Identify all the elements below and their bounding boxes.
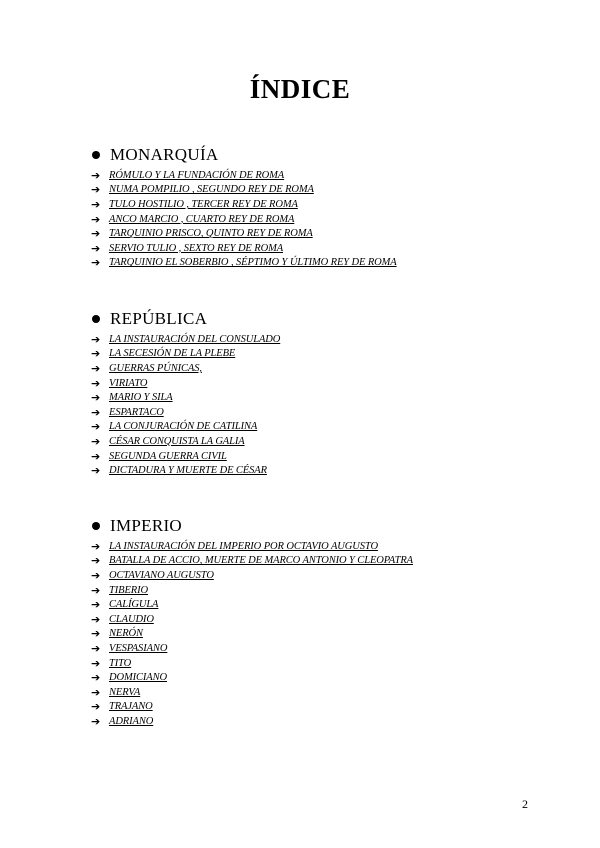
toc-item	[90, 212, 570, 227]
toc-link[interactable]: MARIO Y SILA	[109, 392, 173, 404]
toc-item	[90, 226, 570, 241]
toc-item	[90, 714, 570, 729]
arrow-right-icon: ➔	[91, 212, 101, 226]
toc-item	[90, 627, 570, 642]
arrow-right-icon: ➔	[91, 332, 101, 346]
section-title: IMPERIO	[110, 516, 182, 535]
bullet-icon	[92, 315, 100, 323]
arrow-right-icon: ➔	[91, 420, 101, 434]
arrow-right-icon: ➔	[91, 612, 101, 626]
section-header	[90, 516, 570, 536]
section-republica	[90, 309, 570, 478]
arrow-right-icon: ➔	[91, 434, 101, 448]
toc-item	[90, 361, 570, 376]
section-imperio	[90, 516, 570, 729]
toc-link[interactable]: TITO	[109, 657, 132, 669]
toc-list	[90, 539, 570, 729]
toc-item	[90, 168, 570, 183]
toc-link[interactable]: NERÓN	[109, 628, 143, 640]
section-monarquia	[90, 145, 570, 270]
toc-item	[90, 256, 570, 271]
toc-link[interactable]: CALÍGULA	[109, 599, 159, 611]
toc-link[interactable]: VESPASIANO	[109, 642, 168, 654]
arrow-right-icon: ➔	[91, 714, 101, 728]
section-title: REPÚBLICA	[110, 309, 208, 328]
toc-link[interactable]: CÉSAR CONQUISTA LA GALIA	[109, 435, 245, 447]
arrow-right-icon: ➔	[91, 671, 101, 685]
arrow-right-icon: ➔	[91, 641, 101, 655]
arrow-right-icon: ➔	[91, 227, 101, 241]
arrow-right-icon: ➔	[91, 405, 101, 419]
toc-item	[90, 568, 570, 583]
toc-link[interactable]: DICTADURA Y MUERTE DE CÉSAR	[109, 465, 267, 477]
toc-item	[90, 583, 570, 598]
toc-item	[90, 376, 570, 391]
toc-link[interactable]: TULO HOSTILIO , TERCER REY DE ROMA	[109, 198, 298, 210]
arrow-right-icon: ➔	[91, 183, 101, 197]
arrow-right-icon: ➔	[91, 197, 101, 211]
toc-link[interactable]: ADRIANO	[109, 715, 154, 727]
toc-item	[90, 332, 570, 347]
toc-link[interactable]: LA INSTAURACIÓN DEL CONSULADO	[109, 333, 281, 345]
arrow-right-icon: ➔	[91, 656, 101, 670]
arrow-right-icon: ➔	[91, 568, 101, 582]
toc-link[interactable]: TARQUINIO PRISCO, QUINTO REY DE ROMA	[109, 228, 313, 240]
arrow-right-icon: ➔	[91, 539, 101, 553]
toc-list	[90, 168, 570, 270]
bullet-icon	[92, 151, 100, 159]
toc-item	[90, 405, 570, 420]
arrow-right-icon: ➔	[91, 241, 101, 255]
toc-item	[90, 670, 570, 685]
toc-item	[90, 347, 570, 362]
toc-item	[90, 612, 570, 627]
arrow-right-icon: ➔	[91, 361, 101, 375]
toc-item	[90, 197, 570, 212]
toc-link[interactable]: OCTAVIANO AUGUSTO	[109, 569, 214, 581]
arrow-right-icon: ➔	[91, 598, 101, 612]
toc-link[interactable]: LA SECESIÓN DE LA PLEBE	[109, 348, 236, 360]
toc-item	[90, 449, 570, 464]
arrow-right-icon: ➔	[91, 554, 101, 568]
toc-link[interactable]: NERVA	[109, 686, 141, 698]
arrow-right-icon: ➔	[91, 464, 101, 478]
section-header	[90, 145, 570, 165]
bullet-icon	[92, 522, 100, 530]
arrow-right-icon: ➔	[91, 256, 101, 270]
toc-item	[90, 183, 570, 198]
toc-item	[90, 241, 570, 256]
toc-link[interactable]: SEGUNDA GUERRA CIVIL	[109, 450, 227, 462]
toc-link[interactable]: BATALLA DE ACCIO, MUERTE DE MARCO ANTONIO Y CLEOPATRA	[109, 555, 413, 567]
toc-item	[90, 390, 570, 405]
toc-item	[90, 641, 570, 656]
section-title: MONARQUÍA	[110, 145, 219, 164]
toc-item	[90, 539, 570, 554]
toc-item	[90, 463, 570, 478]
arrow-right-icon: ➔	[91, 347, 101, 361]
page-number: 2	[522, 797, 528, 811]
arrow-right-icon: ➔	[91, 627, 101, 641]
toc-link[interactable]: TRAJANO	[109, 701, 153, 713]
toc-link[interactable]: LA INSTAURACIÓN DEL IMPERIO POR OCTAVIO AUGUSTO	[109, 540, 378, 552]
page-title: ÍNDICE	[249, 74, 351, 104]
toc-item	[90, 685, 570, 700]
arrow-right-icon: ➔	[91, 376, 101, 390]
arrow-right-icon: ➔	[91, 700, 101, 714]
arrow-right-icon: ➔	[91, 685, 101, 699]
arrow-right-icon: ➔	[91, 168, 101, 182]
arrow-right-icon: ➔	[91, 583, 101, 597]
toc-item	[90, 554, 570, 569]
toc-link[interactable]: LA CONJURACIÓN DE CATILINA	[109, 421, 258, 433]
section-header	[90, 309, 570, 329]
toc-link[interactable]: ESPARTACO	[109, 406, 164, 418]
toc-link[interactable]: TARQUINIO EL SOBERBIO , SÉPTIMO Y ÚLTIMO REY DE ROMA	[109, 257, 397, 269]
toc-link[interactable]: SERVIO TULIO , SEXTO REY DE ROMA	[109, 242, 284, 254]
toc-link[interactable]: TIBERIO	[109, 584, 148, 596]
toc-item	[90, 700, 570, 715]
toc-item	[90, 656, 570, 671]
toc-link[interactable]: CLAUDIO	[109, 613, 154, 625]
arrow-right-icon: ➔	[91, 391, 101, 405]
toc-item	[90, 420, 570, 435]
toc-link[interactable]: ANCO MARCIO , CUARTO REY DE ROMA	[109, 213, 295, 225]
toc-list	[90, 332, 570, 478]
toc-item	[90, 434, 570, 449]
toc-link[interactable]: RÓMULO Y LA FUNDACIÓN DE ROMA	[109, 169, 285, 181]
toc-item	[90, 597, 570, 612]
toc-link[interactable]: NUMA POMPILIO , SEGUNDO REY DE ROMA	[109, 184, 314, 196]
arrow-right-icon: ➔	[91, 449, 101, 463]
toc-link[interactable]: VIRIATO	[109, 377, 148, 389]
toc-link[interactable]: DOMICIANO	[109, 672, 168, 684]
toc-link[interactable]: GUERRAS PÚNICAS,	[109, 362, 202, 374]
